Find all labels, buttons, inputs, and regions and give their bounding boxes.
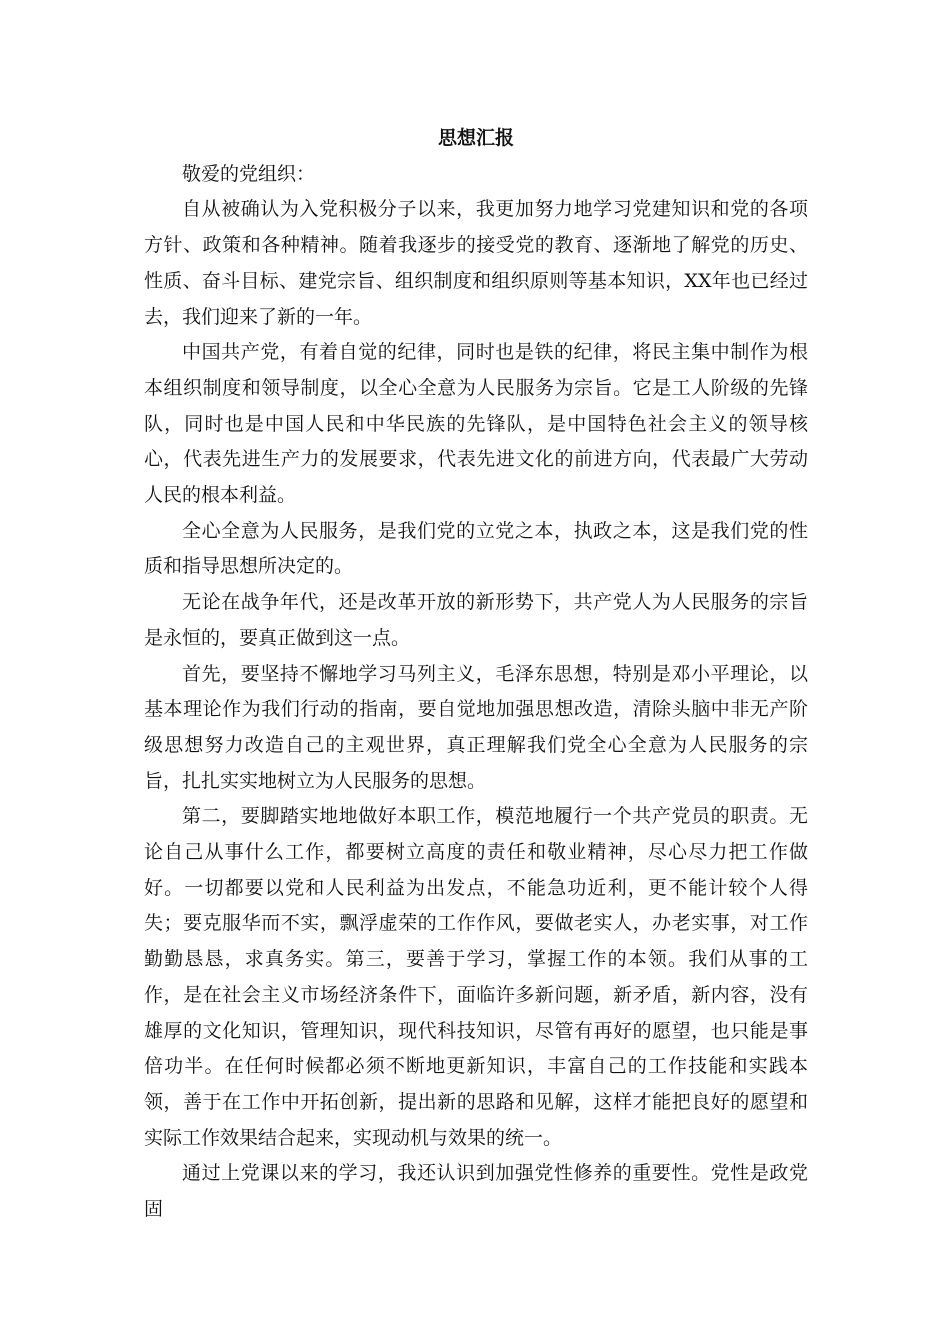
paragraph-5: 首先，要坚持不懈地学习马列主义，毛泽东思想，特别是邓小平理论，以基本理论作为我们行动的指南，要自觉地加强思想改造，清除头脑中非无产阶级思想努力改造自己的主观世界，真正理解我们党全心全意为人民服务的宗旨，扎扎实实地树立为人民服务的思想。 <box>144 662 808 792</box>
paragraph-1: 自从被确认为入党积极分子以来，我更加努力地学习党建知识和党的各项方针、政策和各种精神。随着我逐步的接受党的教育、逐渐地了解党的历史、性质、奋斗目标、建党宗旨、组织制度和组织原则等基本知识，XX年也已经过去，我们迎来了新的一年。 <box>144 198 808 328</box>
salutation: 敬爱的党组织： <box>182 162 316 185</box>
document-body <box>144 121 808 1228</box>
paragraph-7: 通过上党课以来的学习，我还认识到加强党性修养的重要性。党性是政党固 <box>144 1162 808 1221</box>
paragraph-6: 第二，要脚踏实地地做好本职工作，模范地履行一个共产党员的职责。无论自己从事什么工作，都要树立高度的责任和敬业精神，尽心尽力把工作做好。一切都要以党和人民利益为出发点，不能急功近利，更不能计较个人得失；要克服华而不实，飘浮虚荣的工作作风，要做老实人，办老实事，对工作勤勤恳恳，求真务实。第三，要善于学习，掌握工作的本领。我们从事的工作，是在社会主义市场经济条件下，面临许多新问题，新矛盾，新内容，没有雄厚的文化知识，管理知识，现代科技知识，尽管有再好的愿望，也只能是事倍功半。在任何时候都必须不断地更新知识，丰富自己的工作技能和实践本领，善于在工作中开拓创新，提出新的思路和见解，这样才能把良好的愿望和实际工作效果结合起来，实现动机与效果的统一。 <box>144 805 808 1149</box>
paragraph-3: 全心全意为人民服务，是我们党的立党之本，执政之本，这是我们党的性质和指导思想所决定的。 <box>144 519 808 578</box>
paragraph-2: 中国共产党，有着自觉的纪律，同时也是铁的纪律，将民主集中制作为根本组织制度和领导制度，以全心全意为人民服务为宗旨。它是工人阶级的先锋队，同时也是中国人民和中华民族的先锋队，是中国特色社会主义的领导核心，代表先进生产力的发展要求，代表先进文化的前进方向，代表最广大劳动人民的根本利益。 <box>144 341 808 507</box>
document-title: 思想汇报 <box>437 127 514 149</box>
paragraph-4: 无论在战争年代，还是改革开放的新形势下，共产党人为人民服务的宗旨是永恒的，要真正做到这一点。 <box>144 591 808 649</box>
